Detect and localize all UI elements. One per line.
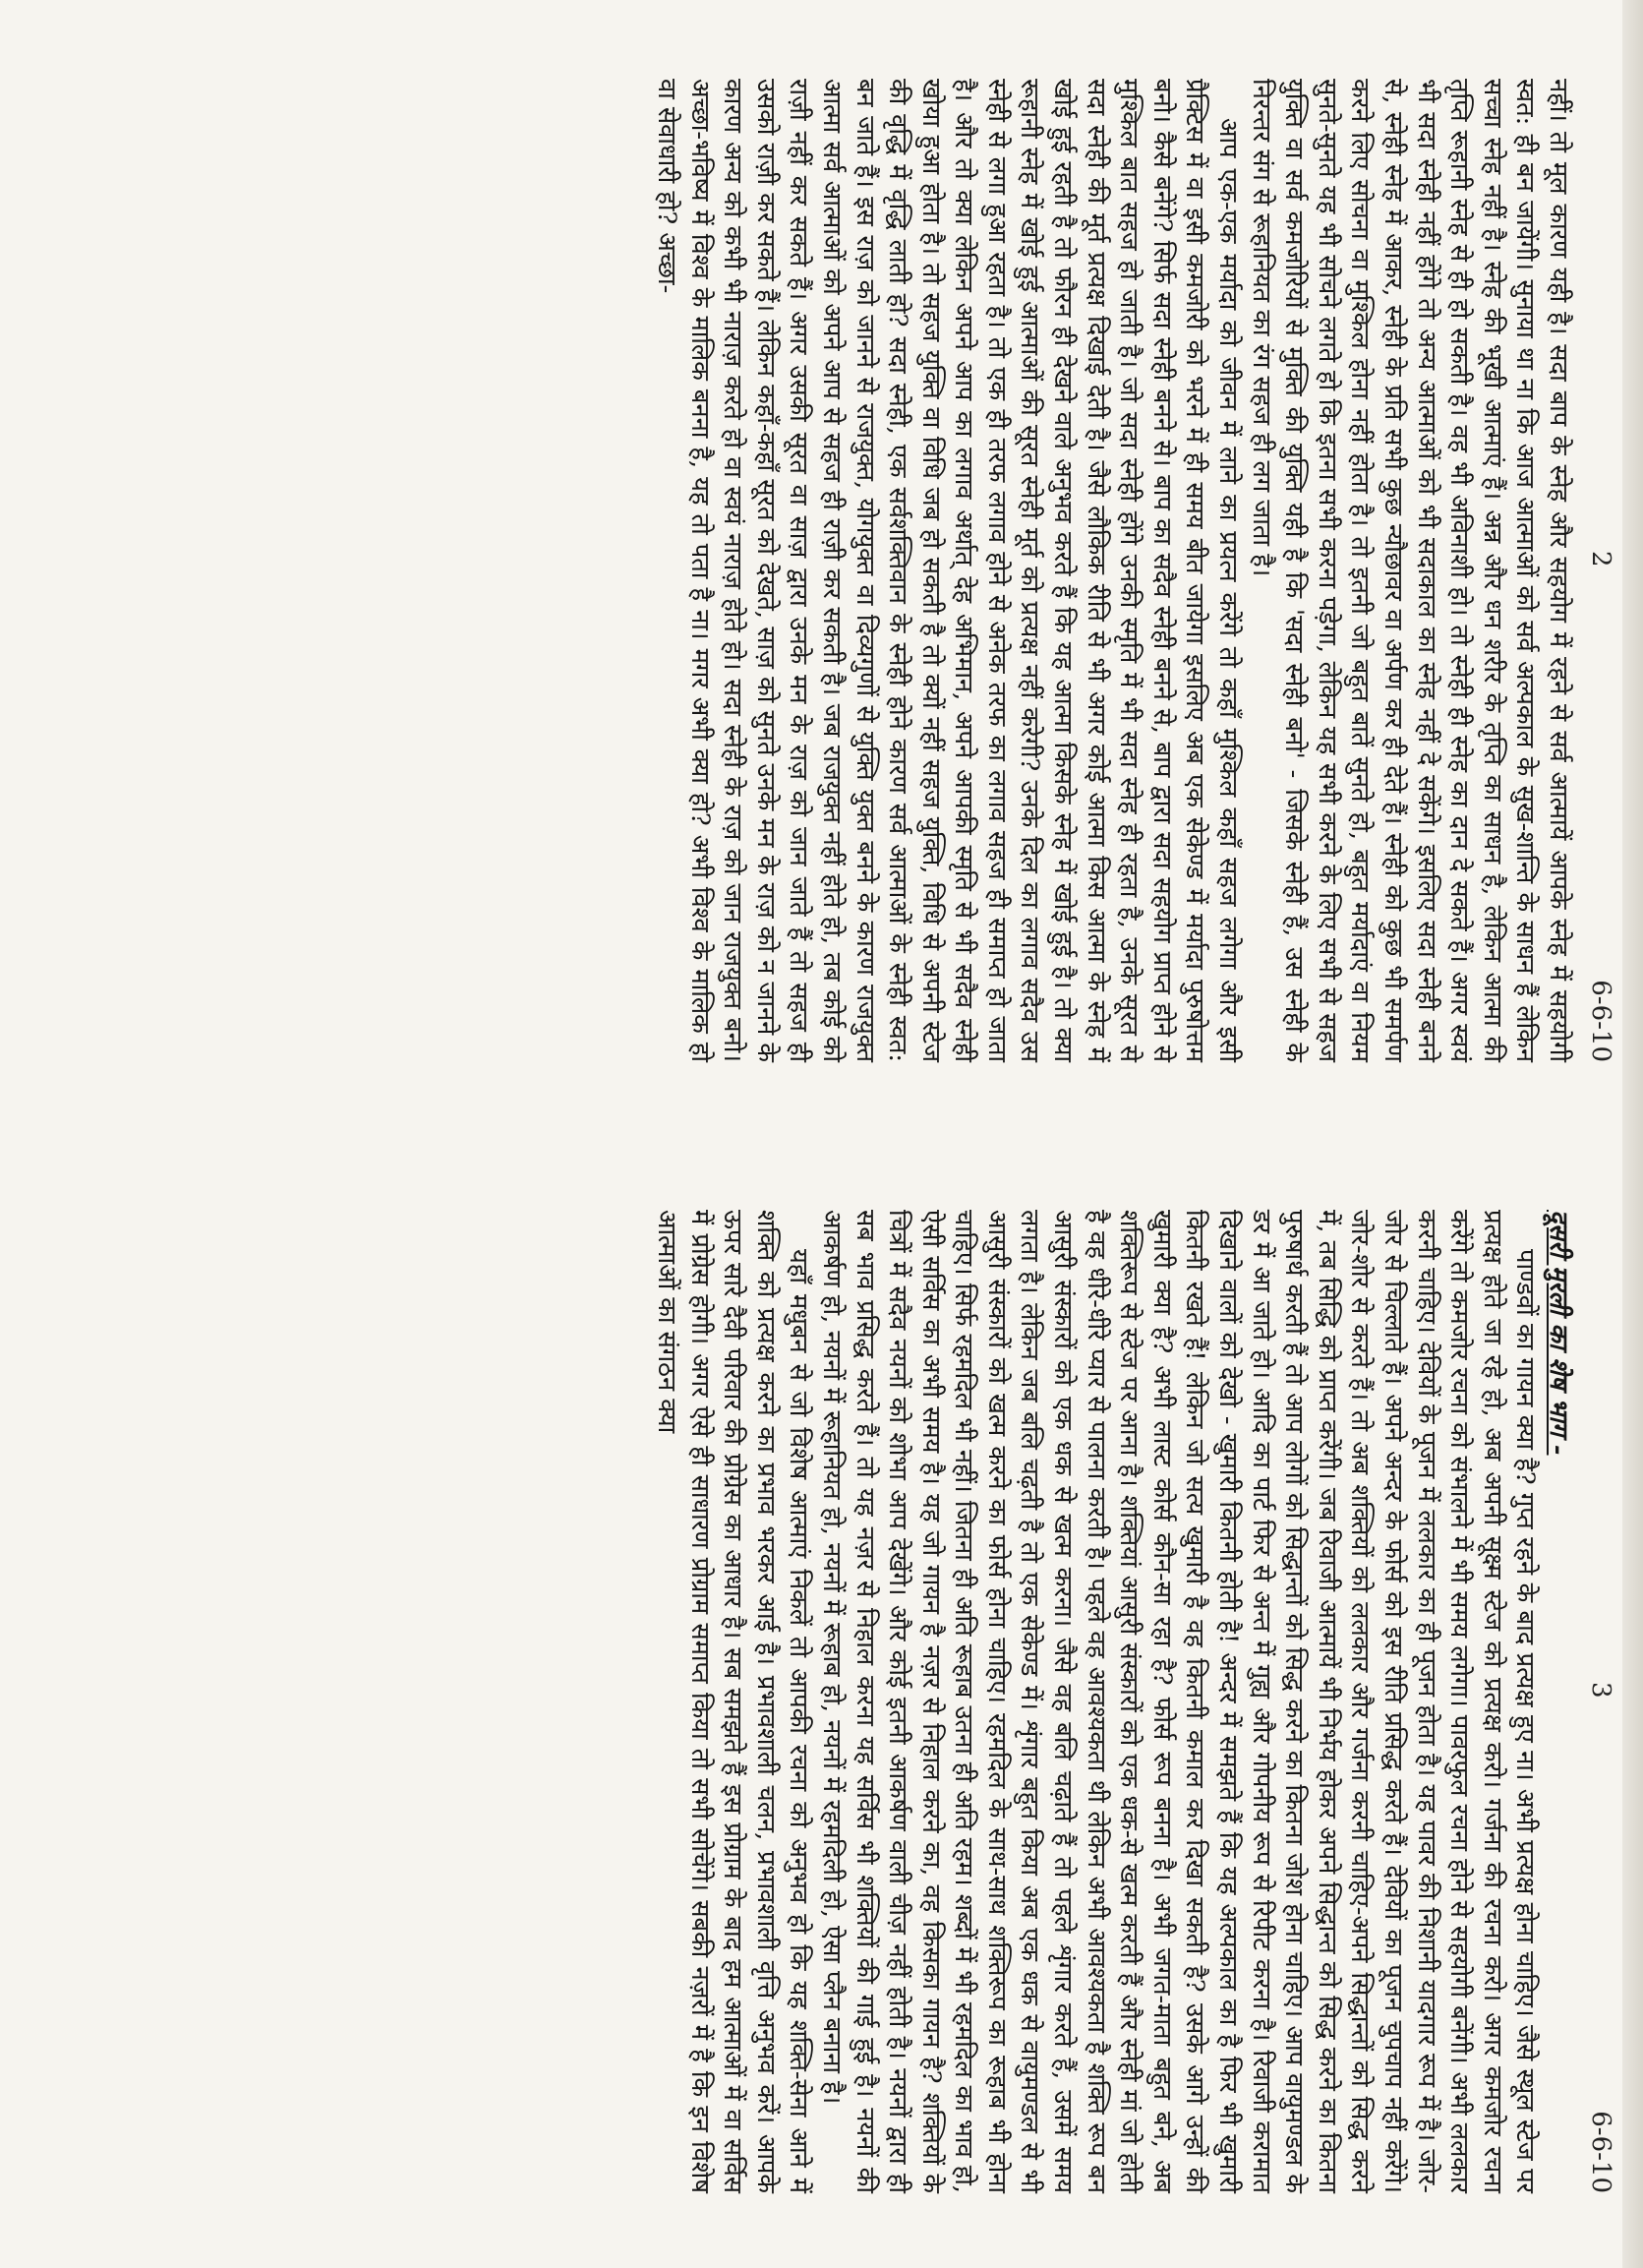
page-date: 6-6-10 (1586, 2111, 1615, 2193)
paragraph: यहाँ मधुबन से जो विशेष आत्माएं निकलें तो आपकी रचना को अनुभव हो कि यह शक्ति-सेना आने में शक्ति को प्रत्यक्ष करने का प्रभाव भरकर आई है। प्रभावशाली चलन, प्रभावशाली वृत्ति अनुभव करें। आपके ऊपर सारे दैवी परिवार की प्रोग्रेस का आधार है। सब समझते हैं इस प्रोग्राम के बाद हम आत्माओं में वा सर्विस में प्रोग्रेस होगी। अगर ऐसे ही साधारण प्रोग्राम समाप्त किया तो सभी सोचेंगे। सबकी नज़रों में है कि इन विशेष आत्माओं का संगठन क्या (651, 1210, 814, 2193)
page-2 (0, 39, 1643, 1102)
page-date: 6-6-10 (1586, 980, 1615, 1062)
page-body (649, 1210, 1574, 2193)
paragraph: नहीं। तो मूल कारण यही है। सदा बाप के स्नेह और सहयोग में रहने से सर्व आत्मायें आपके स्नेह में सहयोगी स्वत: ही बन जायेंगी। सुनाया था ना कि आज आत्माओं को सर्व अल्पकाल के सुख-शान्ति के साधन हैं लेकिन सच्चा स्नेह नहीं है। स्नेह की भूखी आत्माएं हैं। अन्न और धन शरीर के तृप्ति का साधन है, लेकिन आत्मा की तृप्ति रूहानी स्नेह से ही हो सकती है। वह भी अविनाशी हो। तो स्नेही ही स्नेह का दान दे सकते हैं। अगर स्वयं भी सदा स्नेही नहीं होंगे तो अन्य आत्माओं को भी सदाकाल का स्नेह नहीं दे सकेंगे। इसलिए सदा स्नेही बनने से, स्नेही स्नेह में आकर, स्नेही के प्रति सभी कुछ न्यौछावर वा अर्पण कर ही देते हैं। स्नेही को कुछ भी समर्पण करने लिए सोचना वा मुश्किल होना नहीं होता है। तो इतनी जो बहुत बातें सुनते हो, बहुत मर्यादाएं वा नियम सुनते-सुनते यह भी सोचने लगते हो कि इतना सभी करना पड़ेगा, लेकिन यह सभी करने के लिए सभी से सहज युक्ति वा सर्व कमजोरियों से मुक्ति की युक्ति यही है कि 'सदा स्नेही बनो' - जिसके स्नेही हैं, उस स्नेही के निरन्तर संग से रूहानियत का रंग सहज ही लग जाता है। (1246, 79, 1573, 1062)
page-body (649, 79, 1574, 1062)
page-3 (0, 1170, 1643, 2233)
paragraph: पाण्डवों का गायन क्या है? गुप्त रहने के बाद प्रत्यक्ष हुए ना। अभी प्रत्यक्ष होना चाहिए। जैसे स्थूल स्टेज पर प्रत्यक्ष होते जा रहे हो, अब अपनी सूक्ष्म स्टेज को प्रत्यक्ष करो। गर्जना की रचना करो। अगर कमजोर रचना करेंगे तो कमजोर रचना को संभालने में भी समय लगेगा। पावरफुल रचना होने से सहयोगी बनेंगी। अभी ललकार करनी चाहिए। देवियों के पूजन में ललकार का ही पूजन होता है। यह पावर की निशानी यादगार रूप में है। जोर-जोर से चिल्लाते हैं। अपने अन्दर के फोर्स को इस रीति प्रसिद्ध करते हैं। देवियों का पूजन चुपचाप नहीं करेंगे। जोर-शोर से करते हैं। तो अब शक्तियों को ललकार और गर्जना करनी चाहिए-अपने सिद्धान्तों को सिद्ध करने में, तब सिद्धि को प्राप्त करेंगी। जब रिवाजी आत्मायें भी निर्भय होकर अपने सिद्धान्त को सिद्ध करने का कितना पुरुषार्थ करती हैं तो आप लोगों को सिद्धान्तों को सिद्ध करने का कितना जोश होना चाहिए। आप वायुमण्डल के डर में आ जाते हो। आदि का पार्ट फिर से अन्त में गुह्य और गोपनीय रूप से रिपीट करना है। रिवाजी करामात दिखाने वालों को देखो - खुमारी कितनी होती है! अन्दर में समझते हैं कि यह अल्पकाल का है फिर भी खुमारी कितनी रखते हैं! लेकिन जो सत्य खुमारी है वह कितनी कमाल कर दिखा सकती है? उसके आगे उन्हों की खुमारी क्या है? अभी लास्ट कोर्स कौन-सा रहा है? फोर्स रूप बनना है। अभी जगत-माता बहुत बने, अब शक्तिरूप से स्टेज पर आना है। शक्तियां आसुरी संस्कारों को एक धक-से खत्म करती हैं और स्नेही मां जो होती है वह धीरे-धीरे प्यार से पालना करती है। पहले वह आवश्यकता थी लेकिन अभी आवश्यकता है शक्ति रूप बन आसुरी संस्कारों को एक धक से खत्म करना। जैसे वह बलि चढ़ाते हैं तो पहले शृंगार करते हैं, उसमें समय लगता है। लेकिन जब बलि चढ़ती है तो एक सेकेण्ड में। शृंगार बहुत किया अब एक धक से वायुमण्डल से भी आसुरी संस्कारों को खत्म करने का फोर्स होना चाहिए। रहमदिल के साथ-साथ शक्तिरूप का रूहाब भी होना चाहिए। सिर्फ रहमदिल भी नहीं। जितना ही अति रूहाब उतना ही अति रहम। शब्दों में भी रहमदिल का भाव हो, ऐसी सर्विस का अभी समय है। यह जो गायन है नज़र से निहाल करने का, वह किसका गायन है? शक्तियों के चित्रों में सदैव नयनों को शोभा आप देखेंगे। और कोई इतनी आकर्षण वाली चीज़ नहीं होती है। नयनों द्वारा ही सब भाव प्रसिद्ध करते हैं। तो यह नज़र से निहाल करना यह सर्विस भी शक्तियों की गाई हुई है। नयनों की आकर्षण हो, नयनों में रूहानियत हो, नयनों में रूहाब हो, नयनों में रहमदिली हो, ऐसा प्लैन बनाना है। (816, 1210, 1541, 2193)
page-number: 3 (1586, 1682, 1615, 1699)
paragraph: आप एक-एक मर्यादा को जीवन में लाने का प्रयत्न करेंगे तो कहाँ मुश्किल कहाँ सहज लगेगा और इसी प्रैक्टिस में वा इसी कमजोरी को भरने में ही समय बीत जायेगा इसलिए अब एक सेकेण्ड में मर्यादा पुरुषोत्तम बनो। कैसे बनेंगे? सिर्फ सदा स्नेही बनने से। बाप का सदैव स्नेही बनने से, बाप द्वारा सदा सहयोग प्राप्त होने से मुश्किल बात सहज हो जाती है। जो सदा स्नेही होंगे उनकी स्मृति में भी सदा स्नेह ही रहता है, उनके सूरत से सदा स्नेही की मूर्त प्रत्यक्ष दिखाई देती है। जैसे लौकिक रीति से भी अगर कोई आत्मा किस आत्मा के स्नेह में खोई हुई रहती है तो फौरन ही देखने वाले अनुभव करते हैं कि यह आत्मा किसके स्नेह में खोई हुई है। तो क्या रूहानी स्नेह में खोई हुई आत्माओं की सूरत स्नेही मूर्त को प्रत्यक्ष नहीं करेगी? उनके दिल का लगाव सदैव उस स्नेही से लगा हुआ रहता है। तो एक ही तरफ लगाव होने से अनेक तरफ का लगाव सहज ही समाप्त हो जाता है। और तो क्या लेकिन अपने आप का लगाव अर्थात् देह अभिमान, अपने आपकी स्मृति से भी सदैव स्नेही खोया हुआ होता है। तो सहज युक्ति वा विधि जब हो सकती है तो क्यों नहीं सहज युक्ति, विधि से अपनी स्टेज की वृद्धि में वृद्धि लाती हो? सदा स्नेही, एक सर्वशक्तिवान के स्नेही होने कारण सर्व आत्माओं के स्नेही स्वत: बन जाते हैं। इस राज़ को जानने से राजयुक्त, योगयुक्त वा दिव्यगुणों से युक्ति युक्त बनने के कारण राजयुक्त आत्मा सर्व आत्माओं को अपने आप से सहज ही राज़ी कर सकती है। जब राजयुक्त नहीं होते हो, तब कोई को राज़ी नहीं कर सकते हैं। अगर उसकी सूरत वा साज़ द्वारा उनके मन के राज़ को जान जाते हैं तो सहज ही उसको राज़ी कर सकते हैं। लेकिन कहाँ-कहाँ सूरत को देखते, साज़ को सुनते उनके मन के राज़ को न जानने के कारण अन्य को कभी भी नाराज़ करते हो वा स्वयं नाराज़ होते हो। सदा स्नेही के राज़ को जान राजयुक्त बनो। अच्छा-भविष्य में विश्व के मालिक बनना है, यह तो पता है ना। मगर अभी क्या हो? अभी विश्व के मालिक हो वा सेवाधारी हो? अच्छा- (651, 79, 1244, 1062)
section-heading: दूसरी मुरली का शेष भाग - (1544, 1210, 1573, 1456)
section-heading-line (1541, 1210, 1574, 2193)
page-number: 2 (1586, 551, 1615, 567)
